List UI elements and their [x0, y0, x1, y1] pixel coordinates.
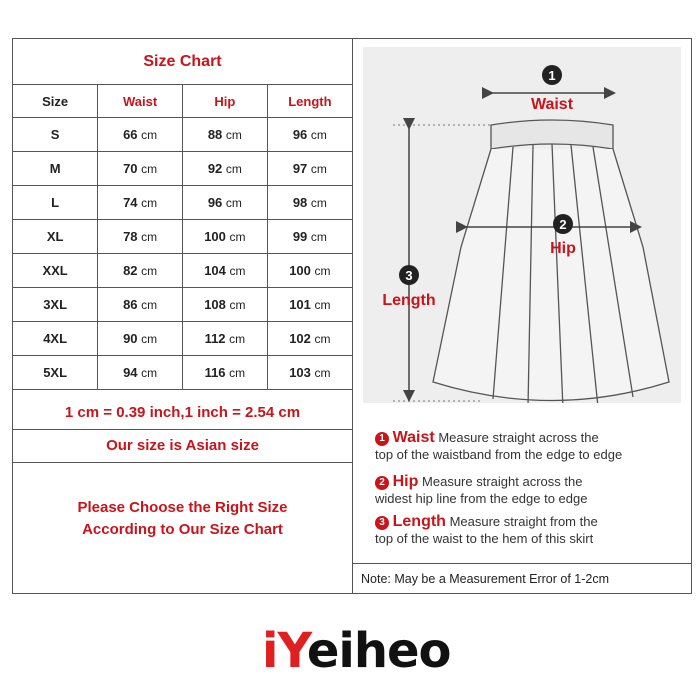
- waist-cell: [98, 322, 183, 356]
- unit-label: cm: [141, 366, 158, 380]
- length-cell: [267, 152, 352, 186]
- hip-value: 108: [204, 297, 226, 312]
- marker-3-number: 3: [405, 268, 413, 283]
- unit-label: cm: [141, 264, 158, 278]
- col-header-length: Length: [267, 85, 352, 118]
- size-chart-title: Size Chart: [13, 39, 352, 85]
- size-chart-frame: [12, 38, 692, 594]
- length-cell: [267, 220, 352, 254]
- waist-cell: [98, 254, 183, 288]
- table-row: [13, 152, 352, 186]
- unit-label: cm: [314, 366, 331, 380]
- unit-label: cm: [141, 128, 158, 142]
- measurement-error-note: Note: May be a Measurement Error of 1-2cm: [353, 563, 691, 593]
- unit-label: cm: [314, 264, 331, 278]
- brand-logo: [262, 620, 451, 682]
- measure-3-line2: top of the waist to the hem of this skirt: [375, 531, 594, 546]
- unit-label: cm: [310, 196, 327, 210]
- waist-cell: [98, 220, 183, 254]
- measure-2-line2: widest hip line from the edge to edge: [375, 491, 588, 506]
- unit-label: cm: [141, 298, 158, 312]
- waist-value: 94: [123, 365, 138, 380]
- length-cell: [267, 118, 352, 152]
- length-value: 100: [289, 263, 311, 278]
- hip-value: 92: [207, 161, 223, 176]
- hip-cell: [183, 254, 268, 288]
- measure-waist: [375, 429, 622, 463]
- size-cell: L: [13, 186, 98, 220]
- size-cell: S: [13, 118, 98, 152]
- hip-value: 88: [207, 127, 223, 142]
- waist-cell: [98, 356, 183, 390]
- size-cell: XL: [13, 220, 98, 254]
- hip-cell: [183, 118, 268, 152]
- measure-1-label: Waist: [392, 429, 435, 446]
- waist-cell: [98, 152, 183, 186]
- measure-3-label: Length: [392, 513, 446, 530]
- measure-3-number: 3: [375, 516, 389, 530]
- hip-value: 104: [204, 263, 226, 278]
- choose-line-2: According to Our Size Chart: [82, 521, 283, 538]
- length-value: 102: [289, 331, 311, 346]
- waist-value: 70: [123, 161, 138, 176]
- unit-label: cm: [314, 332, 331, 346]
- unit-label: cm: [229, 332, 246, 346]
- table-row: [13, 254, 352, 288]
- hip-value: 116: [204, 365, 226, 380]
- length-label: Length: [382, 292, 436, 309]
- length-value: 98: [292, 195, 308, 210]
- waist-cell: [98, 118, 183, 152]
- asian-size-note: Our size is Asian size: [13, 429, 352, 463]
- hip-cell: [183, 356, 268, 390]
- size-table-panel: [13, 39, 353, 593]
- table-row: [13, 288, 352, 322]
- waist-value: 78: [123, 229, 138, 244]
- col-header-waist: Waist: [98, 85, 183, 118]
- waist-cell: [98, 186, 183, 220]
- length-cell: [267, 356, 352, 390]
- waist-label: Waist: [530, 96, 574, 113]
- unit-label: cm: [225, 128, 242, 142]
- hip-cell: [183, 152, 268, 186]
- waist-cell: [98, 288, 183, 322]
- length-value: 101: [289, 297, 311, 312]
- table-row: [13, 186, 352, 220]
- measurement-guide-panel: [353, 39, 691, 593]
- size-cell: 5XL: [13, 356, 98, 390]
- measure-2-line1: Measure straight across the: [422, 474, 583, 489]
- hip-value: 112: [204, 331, 226, 346]
- measure-1-number: 1: [375, 432, 389, 446]
- hip-value: 100: [204, 229, 226, 244]
- table-row: [13, 356, 352, 390]
- length-value: 97: [292, 161, 308, 176]
- marker-1-number: 1: [548, 68, 556, 83]
- measure-length: [375, 513, 598, 547]
- unit-label: cm: [229, 264, 246, 278]
- unit-label: cm: [141, 196, 158, 210]
- unit-label: cm: [225, 162, 242, 176]
- measure-1-line2: top of the waistband from the edge to edge: [375, 447, 623, 462]
- unit-label: cm: [229, 366, 246, 380]
- skirt-illustration: [433, 120, 669, 403]
- hip-label: Hip: [550, 240, 576, 257]
- unit-label: cm: [314, 298, 331, 312]
- unit-label: cm: [310, 230, 327, 244]
- table-row: [13, 322, 352, 356]
- hip-cell: [183, 220, 268, 254]
- waist-value: 90: [123, 331, 138, 346]
- unit-label: cm: [229, 298, 246, 312]
- unit-label: cm: [141, 332, 158, 346]
- hip-cell: [183, 186, 268, 220]
- unit-label: cm: [229, 230, 246, 244]
- logo-prefix: iY: [262, 623, 307, 679]
- measure-1-line1: Measure straight across the: [438, 430, 599, 445]
- unit-label: cm: [310, 128, 327, 142]
- waist-value: 66: [123, 127, 138, 142]
- unit-label: cm: [141, 230, 158, 244]
- measure-3-line1: Measure straight from the: [449, 514, 598, 529]
- length-value: 103: [289, 365, 311, 380]
- length-value: 96: [292, 127, 308, 142]
- length-cell: [267, 254, 352, 288]
- length-cell: [267, 288, 352, 322]
- unit-label: cm: [310, 162, 327, 176]
- waist-value: 86: [123, 297, 138, 312]
- length-cell: [267, 186, 352, 220]
- col-header-size: Size: [13, 85, 98, 118]
- choose-line-1: Please Choose the Right Size: [77, 499, 288, 516]
- measure-2-number: 2: [375, 476, 389, 490]
- hip-value: 96: [207, 195, 223, 210]
- hip-cell: [183, 288, 268, 322]
- size-cell: XXL: [13, 254, 98, 288]
- table-row: [13, 118, 352, 152]
- size-cell: M: [13, 152, 98, 186]
- size-table: [13, 39, 352, 390]
- size-cell: 3XL: [13, 288, 98, 322]
- waist-value: 82: [123, 263, 138, 278]
- col-header-hip: Hip: [183, 85, 268, 118]
- size-cell: 4XL: [13, 322, 98, 356]
- unit-label: cm: [141, 162, 158, 176]
- marker-2-number: 2: [559, 217, 567, 232]
- length-value: 99: [292, 229, 308, 244]
- hip-cell: [183, 322, 268, 356]
- table-row: [13, 220, 352, 254]
- measure-hip: [375, 473, 587, 507]
- length-cell: [267, 322, 352, 356]
- choose-size-message: [13, 497, 352, 541]
- logo-rest: eiheo: [306, 623, 451, 679]
- measure-2-label: Hip: [392, 473, 419, 490]
- unit-conversion: 1 cm = 0.39 inch,1 inch = 2.54 cm: [13, 396, 352, 430]
- unit-label: cm: [225, 196, 242, 210]
- waist-value: 74: [123, 195, 138, 210]
- skirt-diagram: [363, 47, 681, 403]
